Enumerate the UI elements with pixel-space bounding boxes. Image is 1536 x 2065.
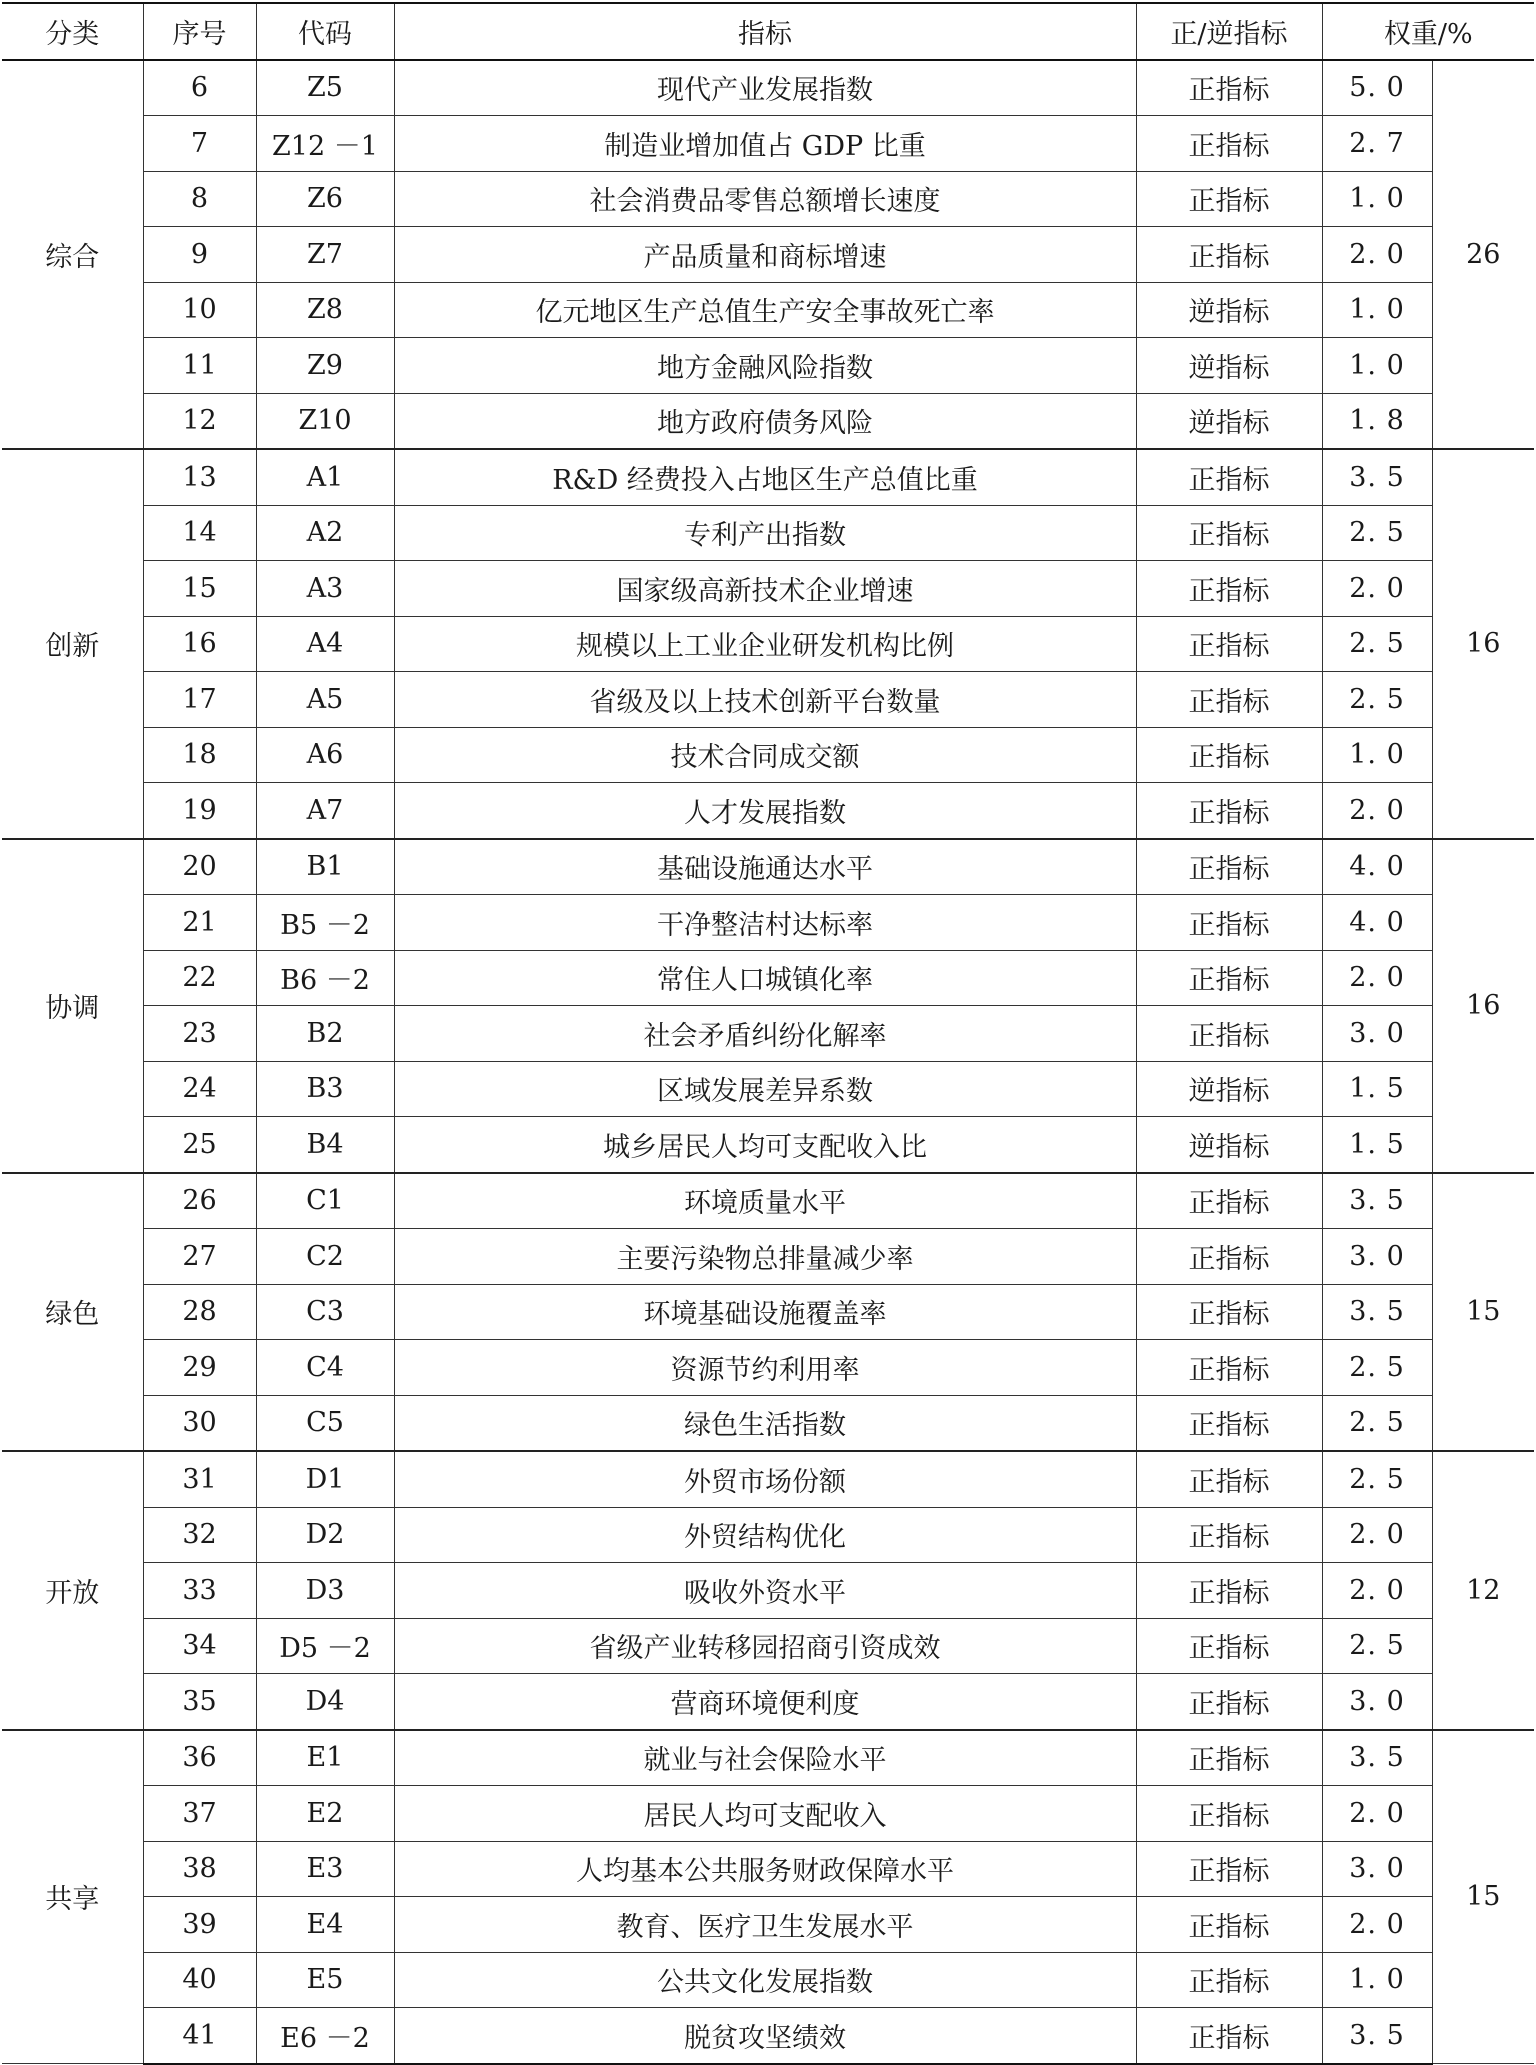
table-row	[2, 171, 1534, 227]
category-cell: 协调	[2, 839, 143, 1173]
weight-value-cell: 1. 5	[1322, 1117, 1432, 1173]
indicator-cell: 外贸结构优化	[394, 1507, 1136, 1563]
group-weight-cell: 16	[1432, 839, 1534, 1173]
direction-cell: 正指标	[1136, 1451, 1322, 1507]
weight-value-cell: 2. 0	[1322, 1786, 1432, 1842]
number-cell: 20	[143, 839, 256, 895]
direction-cell: 正指标	[1136, 1006, 1322, 1062]
code-cell: E6 －2	[256, 2008, 394, 2064]
indicator-cell: 资源节约利用率	[394, 1340, 1136, 1396]
weight-value-cell: 3. 5	[1322, 1284, 1432, 1340]
table-row	[2, 1730, 1534, 1786]
table-row	[2, 1674, 1534, 1730]
direction-cell: 正指标	[1136, 1786, 1322, 1842]
table-row	[2, 561, 1534, 617]
weight-value-cell: 1. 8	[1322, 393, 1432, 449]
direction-cell: 正指标	[1136, 839, 1322, 895]
indicator-cell: R&D 经费投入占地区生产总值比重	[394, 449, 1136, 505]
indicator-cell: 社会矛盾纠纷化解率	[394, 1006, 1136, 1062]
indicator-cell: 亿元地区生产总值生产安全事故死亡率	[394, 282, 1136, 338]
indicator-cell: 公共文化发展指数	[394, 1952, 1136, 2008]
number-cell: 27	[143, 1229, 256, 1285]
code-cell: C2	[256, 1229, 394, 1285]
number-cell: 33	[143, 1563, 256, 1619]
category-cell: 创新	[2, 449, 143, 839]
code-cell: B3	[256, 1061, 394, 1117]
indicator-cell: 省级及以上技术创新平台数量	[394, 672, 1136, 728]
code-cell: Z6	[256, 171, 394, 227]
category-cell: 绿色	[2, 1173, 143, 1452]
number-cell: 35	[143, 1674, 256, 1730]
weight-value-cell: 1. 0	[1322, 338, 1432, 394]
code-cell: Z8	[256, 282, 394, 338]
code-cell: C4	[256, 1340, 394, 1396]
indicator-cell: 社会消费品零售总额增长速度	[394, 171, 1136, 227]
code-cell: A2	[256, 505, 394, 561]
number-cell: 38	[143, 1841, 256, 1897]
indicator-cell: 区域发展差异系数	[394, 1061, 1136, 1117]
number-cell: 26	[143, 1173, 256, 1229]
direction-cell: 逆指标	[1136, 1117, 1322, 1173]
code-cell: E4	[256, 1897, 394, 1953]
weight-value-cell: 3. 5	[1322, 1173, 1432, 1229]
table-header	[2, 3, 1534, 60]
code-cell: B5 －2	[256, 895, 394, 951]
table-row	[2, 1507, 1534, 1563]
header-direction: 正/逆指标	[1136, 3, 1322, 60]
direction-cell: 正指标	[1136, 616, 1322, 672]
weight-value-cell: 2. 0	[1322, 950, 1432, 1006]
direction-cell: 正指标	[1136, 1841, 1322, 1897]
indicator-cell: 现代产业发展指数	[394, 60, 1136, 116]
direction-cell: 逆指标	[1136, 282, 1322, 338]
header-row	[2, 3, 1534, 60]
table-row	[2, 1618, 1534, 1674]
code-cell: B4	[256, 1117, 394, 1173]
weight-value-cell: 4. 0	[1322, 895, 1432, 951]
direction-cell: 正指标	[1136, 672, 1322, 728]
number-cell: 37	[143, 1786, 256, 1842]
direction-cell: 正指标	[1136, 1952, 1322, 2008]
table-row	[2, 338, 1534, 394]
indicator-cell: 居民人均可支配收入	[394, 1786, 1136, 1842]
number-cell: 31	[143, 1451, 256, 1507]
number-cell: 32	[143, 1507, 256, 1563]
weight-value-cell: 2. 5	[1322, 1395, 1432, 1451]
weight-value-cell: 2. 5	[1322, 672, 1432, 728]
indicator-cell: 就业与社会保险水平	[394, 1730, 1136, 1786]
table-row	[2, 1395, 1534, 1451]
indicator-cell: 外贸市场份额	[394, 1451, 1136, 1507]
direction-cell: 正指标	[1136, 227, 1322, 283]
table-row	[2, 393, 1534, 449]
indicator-cell: 脱贫攻坚绩效	[394, 2008, 1136, 2064]
direction-cell: 逆指标	[1136, 338, 1322, 394]
direction-cell: 正指标	[1136, 783, 1322, 839]
direction-cell: 正指标	[1136, 1730, 1322, 1786]
indicator-cell: 基础设施通达水平	[394, 839, 1136, 895]
code-cell: C3	[256, 1284, 394, 1340]
indicator-cell: 吸收外资水平	[394, 1563, 1136, 1619]
number-cell: 11	[143, 338, 256, 394]
table-row	[2, 950, 1534, 1006]
direction-cell: 正指标	[1136, 2008, 1322, 2064]
number-cell: 36	[143, 1730, 256, 1786]
indicator-cell: 营商环境便利度	[394, 1674, 1136, 1730]
code-cell: D2	[256, 1507, 394, 1563]
indicator-cell: 规模以上工业企业研发机构比例	[394, 616, 1136, 672]
table-body	[2, 60, 1534, 2064]
code-cell: B2	[256, 1006, 394, 1062]
indicator-cell: 环境质量水平	[394, 1173, 1136, 1229]
table-row	[2, 1952, 1534, 2008]
indicator-cell: 省级产业转移园招商引资成效	[394, 1618, 1136, 1674]
code-cell: A6	[256, 727, 394, 783]
number-cell: 18	[143, 727, 256, 783]
code-cell: Z12 －1	[256, 116, 394, 172]
table-row	[2, 2008, 1534, 2064]
table-row	[2, 727, 1534, 783]
number-cell: 40	[143, 1952, 256, 2008]
table-row	[2, 1451, 1534, 1507]
weight-value-cell: 2. 0	[1322, 227, 1432, 283]
table-row	[2, 1340, 1534, 1396]
code-cell: E5	[256, 1952, 394, 2008]
indicator-cell: 人才发展指数	[394, 783, 1136, 839]
table-row	[2, 116, 1534, 172]
weight-value-cell: 2. 5	[1322, 1618, 1432, 1674]
direction-cell: 正指标	[1136, 449, 1322, 505]
indicator-cell: 地方政府债务风险	[394, 393, 1136, 449]
number-cell: 6	[143, 60, 256, 116]
table-row	[2, 1117, 1534, 1173]
weight-value-cell: 2. 5	[1322, 1451, 1432, 1507]
weight-value-cell: 3. 0	[1322, 1229, 1432, 1285]
code-cell: B6 －2	[256, 950, 394, 1006]
number-cell: 30	[143, 1395, 256, 1451]
indicator-cell: 地方金融风险指数	[394, 338, 1136, 394]
number-cell: 41	[143, 2008, 256, 2064]
indicator-cell: 常住人口城镇化率	[394, 950, 1136, 1006]
indicator-cell: 国家级高新技术企业增速	[394, 561, 1136, 617]
code-cell: A5	[256, 672, 394, 728]
indicator-cell: 绿色生活指数	[394, 1395, 1136, 1451]
table-row	[2, 1229, 1534, 1285]
code-cell: D5 －2	[256, 1618, 394, 1674]
indicator-cell: 主要污染物总排量减少率	[394, 1229, 1136, 1285]
table-row	[2, 783, 1534, 839]
weight-value-cell: 2. 5	[1322, 505, 1432, 561]
header-number: 序号	[143, 3, 256, 60]
number-cell: 29	[143, 1340, 256, 1396]
indicator-cell: 干净整洁村达标率	[394, 895, 1136, 951]
weight-value-cell: 3. 5	[1322, 449, 1432, 505]
table-row	[2, 672, 1534, 728]
number-cell: 34	[143, 1618, 256, 1674]
weight-value-cell: 2. 0	[1322, 1507, 1432, 1563]
number-cell: 28	[143, 1284, 256, 1340]
header-weight: 权重/%	[1322, 3, 1534, 60]
direction-cell: 正指标	[1136, 1173, 1322, 1229]
table-row	[2, 227, 1534, 283]
number-cell: 21	[143, 895, 256, 951]
table-row	[2, 839, 1534, 895]
table-row	[2, 1563, 1534, 1619]
category-cell: 开放	[2, 1451, 143, 1730]
table-row	[2, 1841, 1534, 1897]
code-cell: Z10	[256, 393, 394, 449]
number-cell: 19	[143, 783, 256, 839]
weight-value-cell: 2. 0	[1322, 1563, 1432, 1619]
direction-cell: 正指标	[1136, 1284, 1322, 1340]
group-weight-cell: 16	[1432, 449, 1534, 839]
category-cell: 综合	[2, 60, 143, 450]
direction-cell: 正指标	[1136, 60, 1322, 116]
indicator-cell: 城乡居民人均可支配收入比	[394, 1117, 1136, 1173]
weight-value-cell: 1. 0	[1322, 171, 1432, 227]
table-row	[2, 1897, 1534, 1953]
table-row	[2, 895, 1534, 951]
code-cell: C1	[256, 1173, 394, 1229]
indicator-cell: 技术合同成交额	[394, 727, 1136, 783]
group-weight-cell: 15	[1432, 1173, 1534, 1452]
table-row	[2, 1284, 1534, 1340]
number-cell: 23	[143, 1006, 256, 1062]
number-cell: 39	[143, 1897, 256, 1953]
table-row	[2, 449, 1534, 505]
code-cell: A3	[256, 561, 394, 617]
indicator-cell: 教育、医疗卫生发展水平	[394, 1897, 1136, 1953]
direction-cell: 正指标	[1136, 1340, 1322, 1396]
direction-cell: 正指标	[1136, 1395, 1322, 1451]
direction-cell: 正指标	[1136, 1563, 1322, 1619]
indicator-cell: 环境基础设施覆盖率	[394, 1284, 1136, 1340]
number-cell: 12	[143, 393, 256, 449]
code-cell: D1	[256, 1451, 394, 1507]
indicator-table	[2, 2, 1534, 2065]
direction-cell: 正指标	[1136, 116, 1322, 172]
group-weight-cell: 12	[1432, 1451, 1534, 1730]
table-row	[2, 616, 1534, 672]
header-indicator: 指标	[394, 3, 1136, 60]
weight-value-cell: 2. 0	[1322, 561, 1432, 617]
number-cell: 8	[143, 171, 256, 227]
weight-value-cell: 1. 0	[1322, 282, 1432, 338]
code-cell: A4	[256, 616, 394, 672]
indicator-cell: 专利产出指数	[394, 505, 1136, 561]
weight-value-cell: 2. 5	[1322, 616, 1432, 672]
direction-cell: 正指标	[1136, 1618, 1322, 1674]
number-cell: 17	[143, 672, 256, 728]
direction-cell: 逆指标	[1136, 1061, 1322, 1117]
header-code: 代码	[256, 3, 394, 60]
number-cell: 9	[143, 227, 256, 283]
code-cell: E1	[256, 1730, 394, 1786]
table-row	[2, 505, 1534, 561]
code-cell: Z7	[256, 227, 394, 283]
weight-value-cell: 2. 0	[1322, 1897, 1432, 1953]
direction-cell: 正指标	[1136, 1674, 1322, 1730]
indicator-cell: 制造业增加值占 GDP 比重	[394, 116, 1136, 172]
direction-cell: 逆指标	[1136, 393, 1322, 449]
code-cell: Z5	[256, 60, 394, 116]
code-cell: Z9	[256, 338, 394, 394]
group-weight-cell: 15	[1432, 1730, 1534, 2064]
category-cell: 共享	[2, 1730, 143, 2064]
code-cell: D3	[256, 1563, 394, 1619]
direction-cell: 正指标	[1136, 505, 1322, 561]
weight-value-cell: 4. 0	[1322, 839, 1432, 895]
number-cell: 13	[143, 449, 256, 505]
weight-value-cell: 2. 7	[1322, 116, 1432, 172]
number-cell: 10	[143, 282, 256, 338]
direction-cell: 正指标	[1136, 895, 1322, 951]
number-cell: 22	[143, 950, 256, 1006]
weight-value-cell: 1. 0	[1322, 1952, 1432, 2008]
header-category: 分类	[2, 3, 143, 60]
weight-value-cell: 3. 0	[1322, 1841, 1432, 1897]
direction-cell: 正指标	[1136, 1229, 1322, 1285]
weight-value-cell: 3. 0	[1322, 1674, 1432, 1730]
table-row	[2, 1173, 1534, 1229]
direction-cell: 正指标	[1136, 561, 1322, 617]
table-row	[2, 282, 1534, 338]
code-cell: E3	[256, 1841, 394, 1897]
table-row	[2, 60, 1534, 116]
direction-cell: 正指标	[1136, 727, 1322, 783]
code-cell: B1	[256, 839, 394, 895]
code-cell: D4	[256, 1674, 394, 1730]
weight-value-cell: 1. 5	[1322, 1061, 1432, 1117]
code-cell: E2	[256, 1786, 394, 1842]
number-cell: 25	[143, 1117, 256, 1173]
direction-cell: 正指标	[1136, 1507, 1322, 1563]
weight-value-cell: 3. 5	[1322, 1730, 1432, 1786]
code-cell: A1	[256, 449, 394, 505]
indicator-cell: 人均基本公共服务财政保障水平	[394, 1841, 1136, 1897]
weight-value-cell: 2. 5	[1322, 1340, 1432, 1396]
weight-value-cell: 5. 0	[1322, 60, 1432, 116]
group-weight-cell: 26	[1432, 60, 1534, 450]
number-cell: 7	[143, 116, 256, 172]
direction-cell: 正指标	[1136, 950, 1322, 1006]
weight-value-cell: 1. 0	[1322, 727, 1432, 783]
number-cell: 16	[143, 616, 256, 672]
weight-value-cell: 3. 5	[1322, 2008, 1432, 2064]
code-cell: A7	[256, 783, 394, 839]
direction-cell: 正指标	[1136, 1897, 1322, 1953]
number-cell: 14	[143, 505, 256, 561]
table-row	[2, 1006, 1534, 1062]
code-cell: C5	[256, 1395, 394, 1451]
table-row	[2, 1061, 1534, 1117]
weight-value-cell: 3. 0	[1322, 1006, 1432, 1062]
number-cell: 24	[143, 1061, 256, 1117]
indicator-cell: 产品质量和商标增速	[394, 227, 1136, 283]
table-row	[2, 1786, 1534, 1842]
weight-value-cell: 2. 0	[1322, 783, 1432, 839]
direction-cell: 正指标	[1136, 171, 1322, 227]
number-cell: 15	[143, 561, 256, 617]
